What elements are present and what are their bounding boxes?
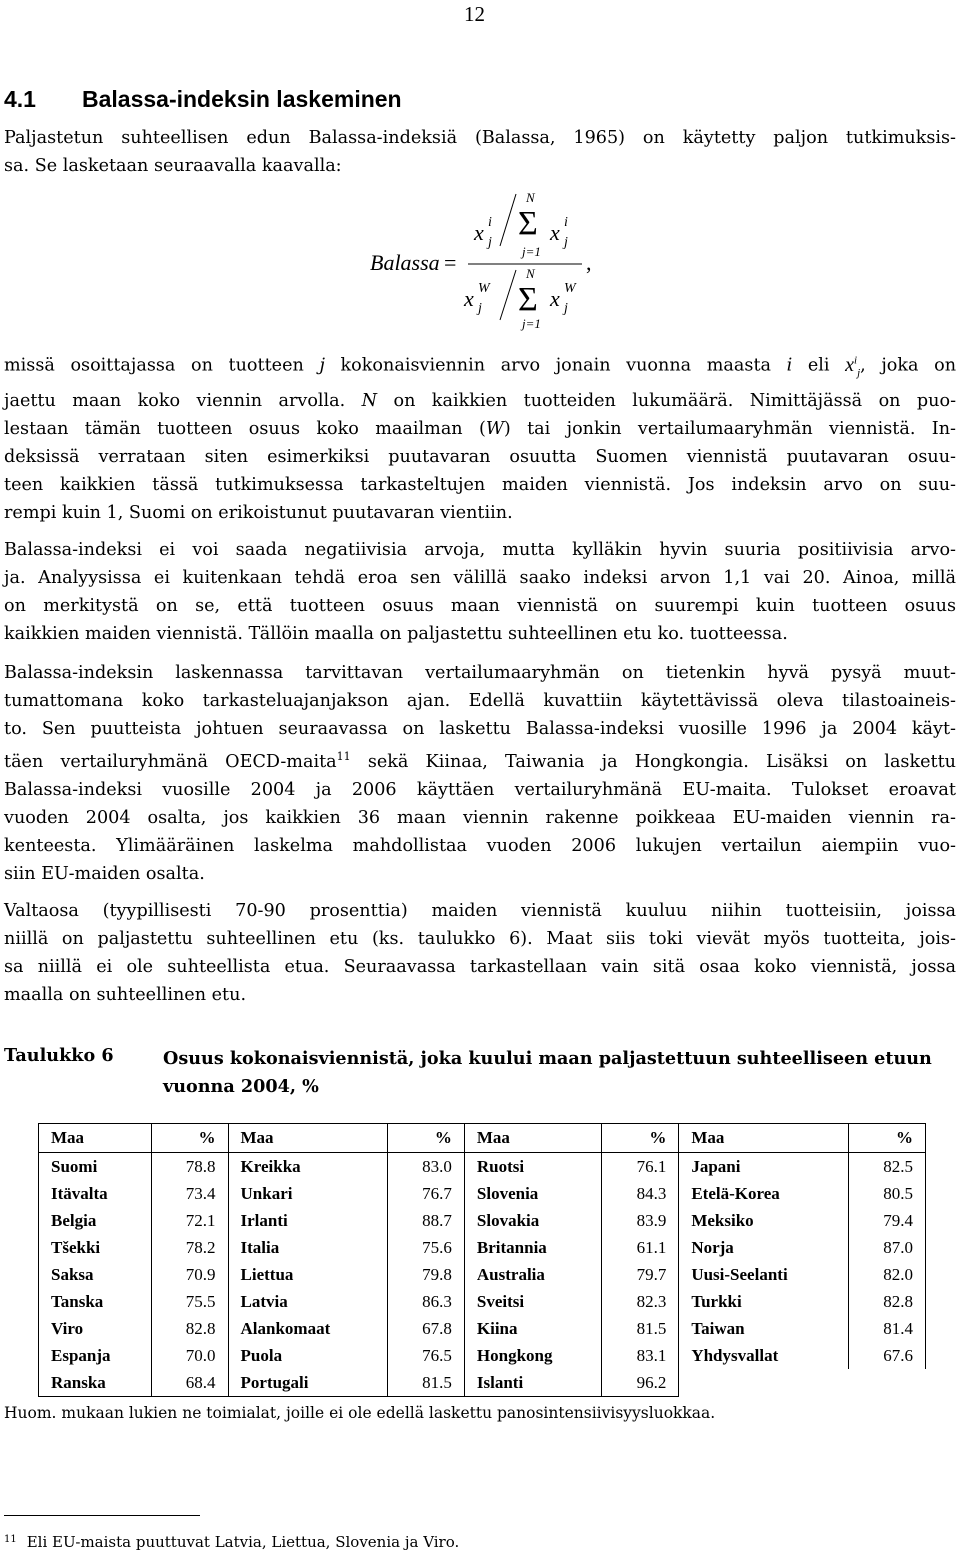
svg-text:i: i — [488, 215, 492, 230]
text-line: to. Sen puutteista johtuen seuraavassa on laskettu Balassa-indeksi vuosille 1996 ja 2004 käyt- — [4, 719, 956, 739]
share-cell: 75.6 — [387, 1234, 464, 1261]
column-header: Maa — [39, 1124, 152, 1153]
share-cell: 88.7 — [387, 1207, 464, 1234]
country-cell: Portugali — [228, 1369, 387, 1397]
intro-paragraph — [4, 124, 956, 180]
table-row — [39, 1342, 926, 1369]
text-line: tumattomana koko tarkasteluajanjakson ajan. Edellä kuvattiin käytettävissä oleva tilastoaineis- — [4, 691, 956, 711]
country-cell: Viro — [39, 1315, 152, 1342]
text-line: kaikkien maiden viennistä. Tällöin maalla on paljastettu suhteellinen etu ko. tuotteessa. — [4, 624, 788, 644]
svg-text:j=1: j=1 — [522, 316, 541, 331]
country-cell: Sveitsi — [464, 1288, 601, 1315]
section-heading — [4, 86, 402, 113]
export-share-table — [38, 1123, 926, 1397]
share-cell: 83.0 — [387, 1153, 464, 1181]
text-line: missä osoittajassa on tuotteen j kokonaisviennin arvo jonain vuonna maasta i eli $x^i_j$, joka on — [4, 353, 957, 379]
share-cell: 81.4 — [849, 1315, 926, 1342]
country-cell: Meksiko — [679, 1207, 849, 1234]
share-cell: 72.1 — [151, 1207, 228, 1234]
share-cell: 84.3 — [602, 1180, 679, 1207]
text-line: Balassa-indeksin laskennassa tarvittavan vertailumaaryhmän on tietenkin hyvä pysyä muut- — [4, 663, 956, 683]
svg-text:x: x — [464, 286, 474, 311]
country-cell: Slovenia — [464, 1180, 601, 1207]
formula-x: x — [474, 220, 484, 245]
table-row — [39, 1261, 926, 1288]
share-cell: 68.4 — [151, 1369, 228, 1397]
share-cell: 70.9 — [151, 1261, 228, 1288]
svg-text:j: j — [564, 301, 568, 316]
svg-text:j: j — [564, 235, 568, 250]
table-note: Huom. mukaan lukien ne toimialat, joille ei ole edellä laskettu panosintensiivisyysluokkaa. — [4, 1404, 716, 1422]
formula-lhs: Balassa — [370, 250, 440, 275]
share-cell: 76.7 — [387, 1180, 464, 1207]
share-cell: 76.5 — [387, 1342, 464, 1369]
page-number: 12 — [464, 2, 485, 26]
share-cell: 80.5 — [849, 1180, 926, 1207]
country-cell: Turkki — [679, 1288, 849, 1315]
country-cell: Yhdysvallat — [679, 1342, 849, 1369]
svg-text:j=1: j=1 — [522, 244, 541, 259]
text-line: sa niillä ei ole suhteellista etua. Seuraavassa tarkastellaan vain sitä osaa koko viennistä, jossa — [4, 957, 956, 977]
section-title: Balassa-indeksin laskeminen — [82, 86, 402, 112]
text-line: Paljastetun suhteellisen edun Balassa-indeksiä (Balassa, 1965) on käytetty paljon tutkimuksis- — [4, 128, 956, 148]
country-cell: Uusi-Seelanti — [679, 1261, 849, 1288]
table-body — [39, 1153, 926, 1397]
country-cell: Kreikka — [228, 1153, 387, 1181]
share-cell: 79.4 — [849, 1207, 926, 1234]
svg-text:x: x — [550, 220, 560, 245]
table-row — [39, 1288, 926, 1315]
share-cell: 82.0 — [849, 1261, 926, 1288]
country-cell — [679, 1369, 849, 1397]
country-cell: Kiina — [464, 1315, 601, 1342]
country-cell: Saksa — [39, 1261, 152, 1288]
share-cell: 75.5 — [151, 1288, 228, 1315]
country-cell: Tšekki — [39, 1234, 152, 1261]
text-line: deksissä verrataan siten esimerkiksi puutavaran osuutta Suomen viennistä puutavaran osuu- — [4, 446, 956, 467]
text-line: niillä on paljastettu suhteellinen etu (ks. taulukko 6). Maat siis toki vievät myös tuotteita, jois- — [4, 929, 956, 949]
share-cell: 81.5 — [387, 1369, 464, 1397]
column-header: % — [602, 1124, 679, 1153]
country-cell: Irlanti — [228, 1207, 387, 1234]
explanation-paragraph — [4, 346, 956, 527]
paragraph-2 — [4, 536, 956, 648]
svg-text:Σ: Σ — [518, 281, 538, 318]
country-cell: Tanska — [39, 1288, 152, 1315]
svg-text:i: i — [564, 215, 568, 230]
text-line: siin EU-maiden osalta. — [4, 863, 205, 884]
svg-text:j: j — [478, 301, 482, 316]
country-cell: Alankomaat — [228, 1315, 387, 1342]
share-cell: 82.8 — [151, 1315, 228, 1342]
footnote-ref: 11 — [336, 750, 351, 763]
sum-icon: Σ — [518, 205, 538, 242]
text-line: Balassa-indeksi ei voi saada negatiivisia arvoja, mutta kylläkin hyvin suuria positiivisia arvo- — [4, 540, 956, 560]
paragraph-4 — [4, 897, 956, 1009]
country-cell: Belgia — [39, 1207, 152, 1234]
share-cell: 82.8 — [849, 1288, 926, 1315]
country-cell: Italia — [228, 1234, 387, 1261]
table-label: Taulukko 6 — [4, 1045, 114, 1066]
share-cell: 81.5 — [602, 1315, 679, 1342]
column-header: Maa — [679, 1124, 849, 1153]
country-cell: Australia — [464, 1261, 601, 1288]
share-cell: 61.1 — [602, 1234, 679, 1261]
section-number: 4.1 — [4, 86, 36, 112]
text-line: lestaan tämän tuotteen osuus koko maailman (W) tai jonkin vertailumaaryhmän viennistä. In- — [4, 418, 956, 439]
text-line: teen kaikkien tässä tutkimuksessa tarkasteltujen maiden viennistä. Jos indeksin arvo on suu- — [4, 474, 956, 495]
share-cell: 87.0 — [849, 1234, 926, 1261]
country-cell: Norja — [679, 1234, 849, 1261]
share-cell: 67.6 — [849, 1342, 926, 1369]
text-line: kenteesta. Ylimääräinen laskelma mahdollistaa vuoden 2006 lukujen vertailun aiempiin vuo- — [4, 835, 956, 856]
column-header: Maa — [228, 1124, 387, 1153]
table-header-row — [39, 1124, 926, 1153]
share-cell: 78.8 — [151, 1153, 228, 1181]
share-cell: 70.0 — [151, 1342, 228, 1369]
paragraph-3 — [4, 659, 956, 888]
country-cell: Itävalta — [39, 1180, 152, 1207]
country-cell: Japani — [679, 1153, 849, 1181]
text-line: Valtaosa (tyypillisesti 70-90 prosenttia) maiden viennistä kuuluu niihin tuotteisiin, joissa — [4, 901, 956, 921]
country-cell: Britannia — [464, 1234, 601, 1261]
country-cell: Ranska — [39, 1369, 152, 1397]
share-cell: 79.8 — [387, 1261, 464, 1288]
table-row — [39, 1369, 926, 1397]
country-cell: Suomi — [39, 1153, 152, 1181]
text-line: sa. Se lasketaan seuraavalla kaavalla: — [4, 156, 342, 176]
country-cell: Slovakia — [464, 1207, 601, 1234]
table-row — [39, 1315, 926, 1342]
share-cell — [849, 1369, 926, 1397]
table-row — [39, 1153, 926, 1181]
country-cell: Taiwan — [679, 1315, 849, 1342]
share-cell: 67.8 — [387, 1315, 464, 1342]
share-cell: 83.1 — [602, 1342, 679, 1369]
share-cell: 78.2 — [151, 1234, 228, 1261]
balassa-formula — [360, 188, 620, 338]
column-header: % — [387, 1124, 464, 1153]
text-line: ja. Analyysissa ei kuitenkaan tehdä eroa sen välillä saako indeksi arvon 1,1 vai 20. Ainoa, millä — [4, 568, 956, 588]
table-row — [39, 1180, 926, 1207]
svg-text:W: W — [564, 281, 576, 296]
country-cell: Puola — [228, 1342, 387, 1369]
share-cell: 79.7 — [602, 1261, 679, 1288]
svg-text:x: x — [550, 286, 560, 311]
text-line: jaettu maan koko viennin arvolla. N on kaikkien tuotteiden lukumäärä. Nimittäjässä on puo- — [4, 390, 957, 411]
text-line: vuoden 2004 osalta, jos kaikkien 36 maan viennin rakenne poikkeaa EU-maiden viennin ra- — [4, 807, 956, 828]
text-line: Balassa-indeksi vuosille 2004 ja 2006 käyttäen vertailuryhmänä EU-maita. Tulokset eroavat — [4, 779, 956, 800]
column-header: % — [151, 1124, 228, 1153]
table-caption: Osuus kokonaisviennistä, joka kuului maan paljastettuun suhteelliseen etuun vuonna 2004, % — [163, 1048, 932, 1097]
svg-text:N: N — [526, 266, 535, 281]
table-row — [39, 1234, 926, 1261]
share-cell: 82.5 — [849, 1153, 926, 1181]
footnote-divider — [4, 1515, 200, 1516]
footnote-text: Eli EU-maista puuttuvat Latvia, Liettua, Slovenia ja Viro. — [26, 1533, 460, 1551]
svg-text:,: , — [586, 250, 592, 275]
text-line: rempi kuin 1, Suomi on erikoistunut puutavaran vientiin. — [4, 502, 513, 523]
text-line: on merkitystä on se, että tuotteen osuus maan viennistä on suurempi kuin tuotteen osuus — [4, 596, 956, 616]
text-line: täen vertailuryhmänä OECD-maita$^{11}$ sekä Kiinaa, Taiwania ja Hongkongia. Lisäksi on laskettu — [4, 750, 957, 772]
share-cell: 86.3 — [387, 1288, 464, 1315]
share-cell: 73.4 — [151, 1180, 228, 1207]
country-cell: Etelä-Korea — [679, 1180, 849, 1207]
country-cell: Latvia — [228, 1288, 387, 1315]
country-cell: Liettua — [228, 1261, 387, 1288]
text-line: maalla on suhteellinen etu. — [4, 985, 247, 1005]
share-cell: 83.9 — [602, 1207, 679, 1234]
footnote-mark: 11 — [4, 1534, 17, 1545]
share-cell: 82.3 — [602, 1288, 679, 1315]
footnote — [4, 1533, 459, 1551]
svg-text:j: j — [488, 235, 492, 250]
column-header: Maa — [464, 1124, 601, 1153]
country-cell: Islanti — [464, 1369, 601, 1397]
country-cell: Espanja — [39, 1342, 152, 1369]
share-cell: 76.1 — [602, 1153, 679, 1181]
table-row — [39, 1207, 926, 1234]
formula-equals: = — [444, 250, 457, 275]
share-cell: 96.2 — [602, 1369, 679, 1397]
country-cell: Ruotsi — [464, 1153, 601, 1181]
column-header: % — [849, 1124, 926, 1153]
svg-text:W: W — [478, 281, 490, 296]
svg-text:N: N — [526, 190, 535, 205]
country-cell: Unkari — [228, 1180, 387, 1207]
country-cell: Hongkong — [464, 1342, 601, 1369]
